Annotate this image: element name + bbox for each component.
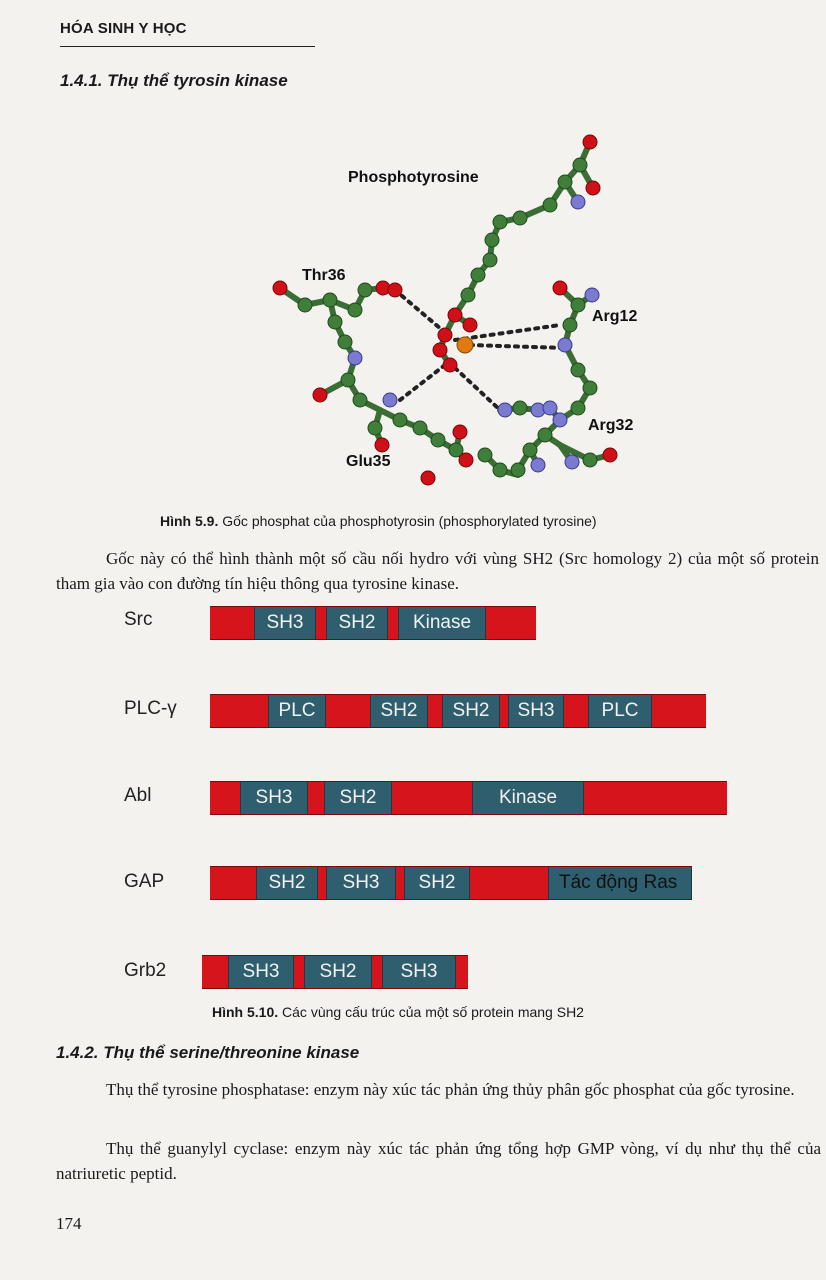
label-arg32: Arg32: [588, 417, 634, 434]
figure-5-9-caption-text: Gốc phosphat của phosphotyrosin (phosphorylated tyrosine): [218, 513, 597, 529]
figure-5-10-caption-number: Hình 5.10.: [212, 1004, 279, 1020]
protein-bar-src: [210, 606, 536, 640]
protein-label-gap: GAP: [124, 871, 165, 892]
domain-plc-1: PLC: [268, 695, 326, 727]
header-rule: [60, 46, 315, 47]
paragraph-guanylyl-cyclase: Thụ thể guanylyl cyclase: enzym này xúc tác phản ứng tổng hợp GMP vòng, ví dụ như thụ thể của natriuretic peptid.: [56, 1139, 821, 1183]
domain-src-kinase: Kinase: [398, 607, 486, 639]
domain-plc-2: PLC: [588, 695, 652, 727]
protein-label-src: Src: [124, 609, 153, 630]
figure-5-10-caption: [212, 1004, 584, 1020]
label-arg12: Arg12: [592, 308, 638, 325]
domain-plc-sh2-1: SH2: [370, 695, 428, 727]
domain-gap-ras-effector: Tác động Ras: [548, 867, 692, 899]
protein-bar-gap: [210, 866, 692, 900]
domain-gap-sh3: SH3: [326, 867, 396, 899]
domain-grb2-sh2: SH2: [304, 956, 372, 988]
domain-grb2-sh3-1: SH3: [228, 956, 294, 988]
protein-label-grb2: Grb2: [124, 960, 167, 981]
section-heading-tyrosin-kinase: 1.4.1. Thụ thể tyrosin kinase: [60, 71, 288, 90]
page-number: 174: [56, 1214, 82, 1233]
domain-abl-sh2: SH2: [324, 782, 392, 814]
paragraph-tyrosine-phosphatase: Thụ thể tyrosine phosphatase: enzym này xúc tác phản ứng thủy phân gốc phosphat của gốc tyrosine.: [106, 1080, 795, 1099]
domain-gap-sh2-2: SH2: [404, 867, 470, 899]
domain-src-sh2: SH2: [326, 607, 388, 639]
domain-plc-sh3: SH3: [508, 695, 564, 727]
hydrogen-bonds: [395, 290, 565, 410]
protein-bar-grb2: [202, 955, 468, 989]
domain-grb2-sh3-2: SH3: [382, 956, 456, 988]
protein-bar-abl: [210, 781, 727, 815]
figure-5-9-caption-number: Hình 5.9.: [160, 513, 219, 529]
domain-gap-sh2-1: SH2: [256, 867, 318, 899]
domain-abl-sh3: SH3: [240, 782, 308, 814]
domain-src-sh3: SH3: [254, 607, 316, 639]
label-glu35: Glu35: [346, 453, 391, 470]
protein-bar-plc-gamma: [210, 694, 706, 728]
paragraph-sh2-bonds: Gốc này có thể hình thành một số cầu nối hydro với vùng SH2 (Src homology 2) của một số protein tham gia vào con đường tín hiệu thông qua tyrosine kinase.: [56, 549, 819, 593]
running-header: HÓA SINH Y HỌC: [60, 20, 187, 37]
section-heading-serine-threonine-kinase: 1.4.2. Thụ thể serine/threonine kinase: [56, 1043, 360, 1062]
label-thr36: Thr36: [302, 267, 346, 284]
protein-label-plc-gamma: PLC-γ: [124, 698, 177, 719]
protein-label-abl: Abl: [124, 785, 152, 806]
domain-plc-sh2-2: SH2: [442, 695, 500, 727]
phosphotyrosine-ball-and-stick-figure: [260, 110, 680, 510]
atoms: [273, 135, 617, 485]
figure-5-10-caption-text: Các vùng cấu trúc của một số protein mang SH2: [278, 1004, 584, 1020]
domain-abl-kinase: Kinase: [472, 782, 584, 814]
label-phosphotyrosine: Phosphotyrosine: [348, 169, 479, 186]
figure-5-9-caption: [160, 513, 597, 529]
